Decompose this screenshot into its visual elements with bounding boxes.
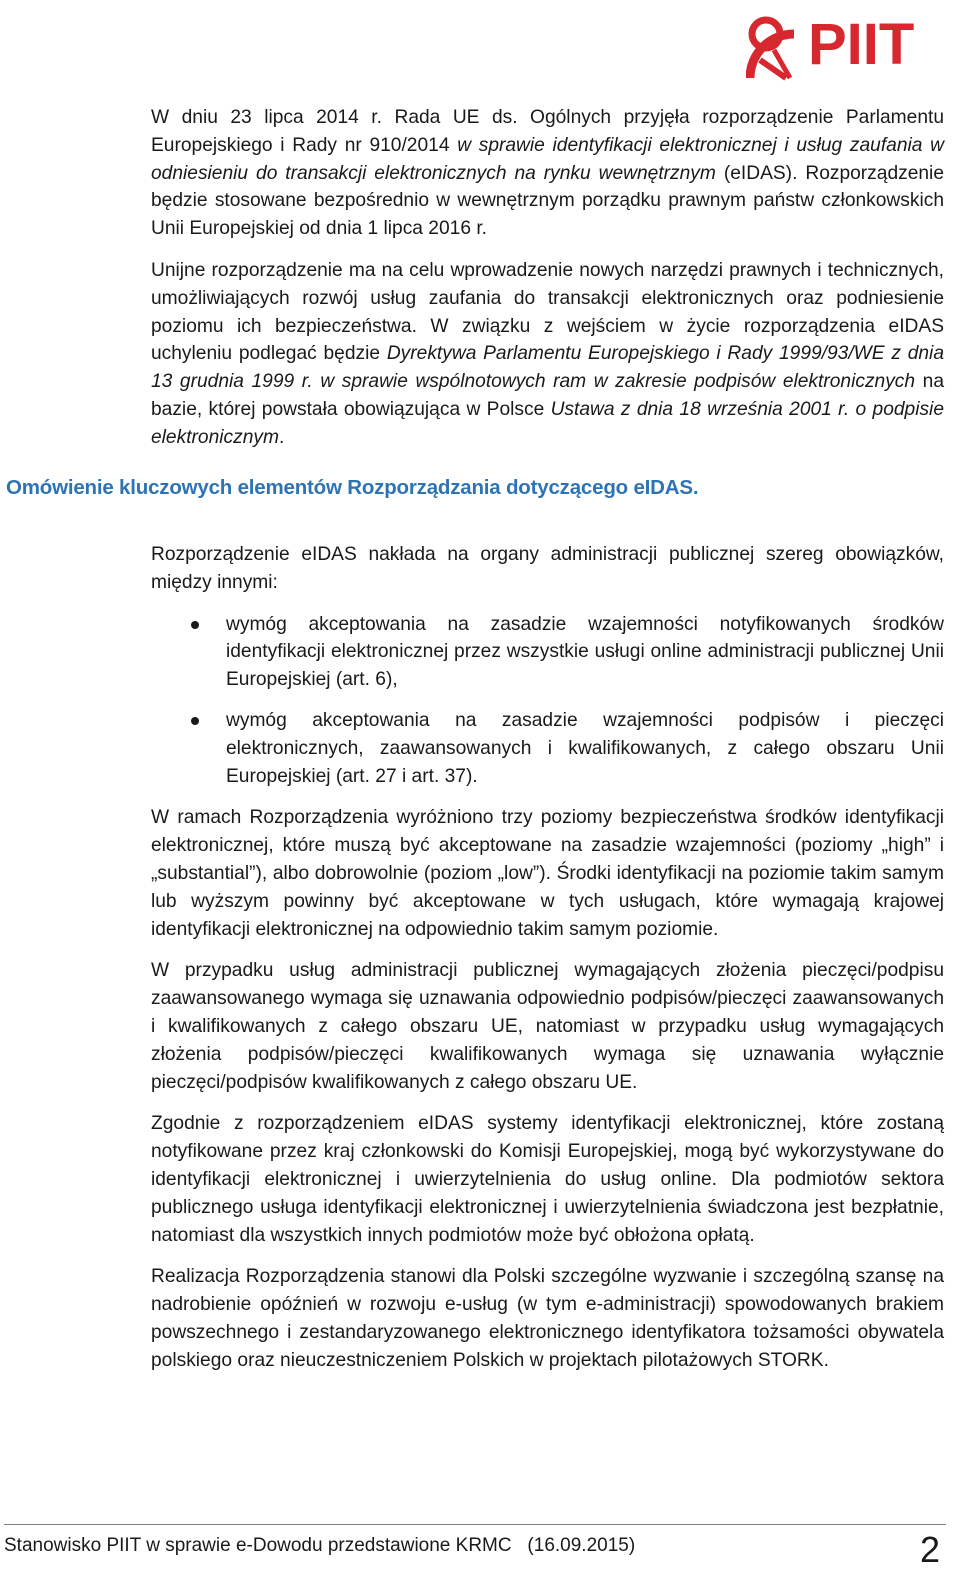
page-number: 2 <box>919 1529 940 1570</box>
intro-p2-text-c: na bazie, której powstała obowiązująca w Polsce <box>151 371 944 420</box>
footer-divider <box>4 1524 946 1525</box>
obligations-list <box>151 611 944 791</box>
paragraph-notified-systems: Zgodnie z rozporządzeniem eIDAS systemy identyfikacji elektronicznej, które zostaną notyfikowane przez kraj członkowski do Komisji Europejskiej, mogą być wykorzystywane do identyfikacji elektronicznej i uwierzytelnienia do usług online. Dla podmiotów sektora publicznego usługa identyfikacji elektronicznej i uwierzytelnienia świadczona jest bezpłatnie, natomiast dla wszystkich innych podmiotów może być obłożona opłatą. <box>151 1113 944 1246</box>
intro-p2-text-a: Unijne rozporządzenie ma na celu wprowadzenie nowych narzędzi prawnych i technicznych, umożliwiających rozwój usług zaufania do transakcji elektronicznych oraz podniesienie poziomu ich bezpieczeństwa. W związku z wejściem w życie rozporządzenia eIDAS uchyleniu podlegać będzie <box>151 259 944 365</box>
directive-title: Dyrektywa Parlamentu Europejskiego i Rady 1999/93/WE z dnia 13 grudnia 1999 r. w sprawie wspólnotowych ram w zakresie podpisów elektronicznych <box>151 343 944 393</box>
bullet-icon <box>191 621 199 629</box>
intro-p1-text-c: (eIDAS). Rozporządzenie będzie stosowane bezpośrednio w wewnętrznym porządku prawnym państw członkowskich Unii Europejskiej od dnia 1 lipca 2016 r. <box>151 162 944 240</box>
section-heading: Omówienie kluczowych elementów Rozporządzania dotyczącego eIDAS. <box>6 476 699 499</box>
section-lead: Rozporządzenie eIDAS nakłada na organy administracji publicznej szereg obowiązków, między innymi: <box>151 544 944 593</box>
intro-p1-text-a: W dniu 23 lipca 2014 r. Rada UE ds. Ogólnych przyjęła rozporządzenie Parlamentu Europejskiego i Rady nr 910/2014 <box>151 107 944 156</box>
footer-text: Stanowisko PIIT w sprawie e-Dowodu przedstawione KRMC (16.09.2015) <box>4 1535 636 1556</box>
intro-paragraph-1 <box>151 104 944 243</box>
piit-logo-text: PIIT <box>808 12 915 77</box>
bullet-icon <box>191 717 199 725</box>
list-item <box>151 707 944 790</box>
act-title: Ustawa z dnia 18 września 2001 r. o podpisie elektronicznym <box>151 398 944 448</box>
piit-logo <box>746 0 954 82</box>
intro-section <box>151 104 944 466</box>
intro-p2-text-e: . <box>278 426 285 448</box>
paragraph-public-services: W przypadku usług administracji publicznej wymagających złożenia pieczęci/podpisu zaawansowanego wymaga się uznawania odpowiednio podpisów/pieczęci zaawansowanych i kwalifikowanych z całego obszaru UE, natomiast w przypadku usług wymagających złożenia podpisów/pieczęci kwalifikowanych wymaga się uznawania wyłącznie pieczęci/podpisów kwalifikowanych z całego obszaru UE. <box>151 960 944 1093</box>
list-item-text: wymóg akceptowania na zasadzie wzajemności podpisów i pieczęci elektronicznych, zaawansowanych i kwalifikowanych, z całego obszaru Unii Europejskiej (art. 27 i art. 37). <box>226 709 944 787</box>
main-section <box>151 541 944 1389</box>
regulation-title: w sprawie identyfikacji elektronicznej i usług zaufania w odniesieniu do transakcji elektronicznych na rynku wewnętrznym <box>151 134 944 184</box>
list-item <box>151 611 944 694</box>
paragraph-security-levels: W ramach Rozporządzenia wyróżniono trzy poziomy bezpieczeństwa środków identyfikacji elektronicznej, które muszą być akceptowane na zasadzie wzajemności (poziomy „high” i „substantial”), albo dobrowolnie (poziom „low”). Środki identyfikacji na poziomie takim samym lub wyższym powinny być akceptowane w tych usługach, które wymagają krajowej identyfikacji elektronicznej na odpowiednio takim samym poziomie. <box>151 807 944 940</box>
intro-paragraph-2 <box>151 257 944 452</box>
piit-logo-mark <box>746 0 954 82</box>
paragraph-implementation: Realizacja Rozporządzenia stanowi dla Polski szczególne wyzwanie i szczególną szansę na nadrobienie opóźnień w rozwoju e-usług (w tym e-administracji) spowodowanych brakiem powszechnego i zestandaryzowanego elektronicznego identyfikatora tożsamości obywatela polskiego oraz nieuczestniczeniem Polskich w projektach pilotażowych STORK. <box>151 1266 944 1371</box>
list-item-text: wymóg akceptowania na zasadzie wzajemności notyfikowanych środków identyfikacji elektronicznej przez wszystkie usługi online administracji publicznej Unii Europejskiej (art. 6), <box>226 613 944 691</box>
